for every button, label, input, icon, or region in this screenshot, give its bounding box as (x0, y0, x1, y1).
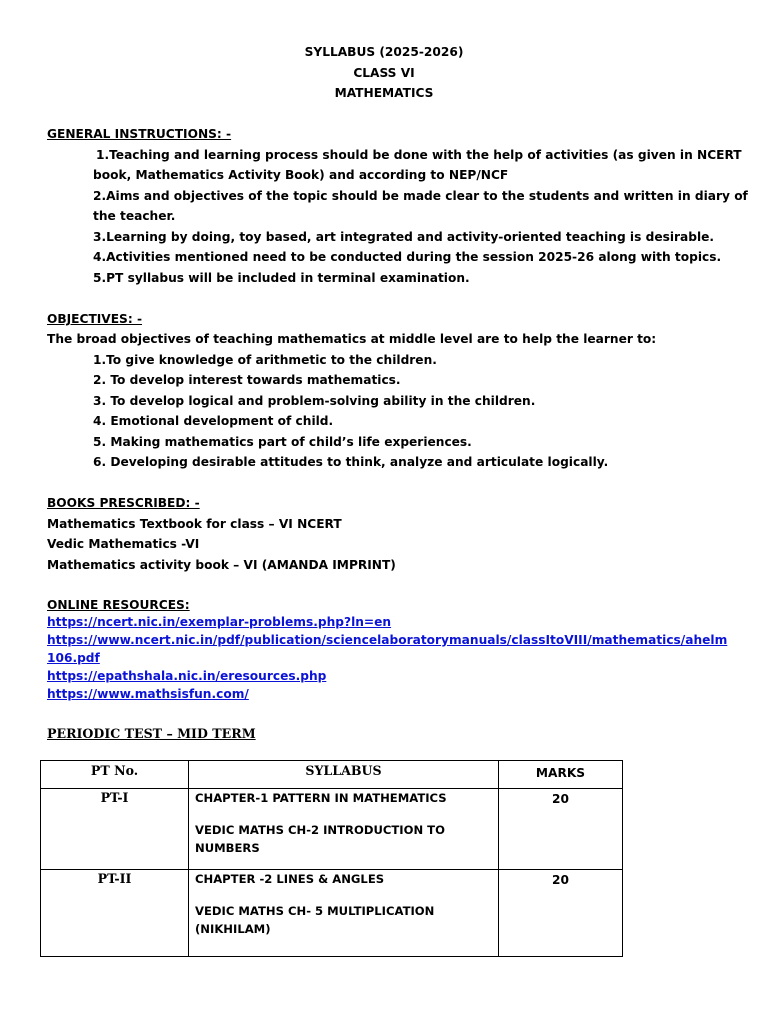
objective-2: 2. To develop interest towards mathematics. (93, 373, 401, 387)
instruction-5: 5.PT syllabus will be included in terminal examination. (93, 271, 470, 285)
syllabus-chapter: CHAPTER-1 PATTERN IN MATHEMATICS (195, 791, 447, 805)
book-1: Mathematics Textbook for class – VI NCERT (47, 517, 342, 531)
header-marks: MARKS (499, 761, 623, 789)
resource-link-ncert-exemplar[interactable]: https://ncert.nic.in/exemplar-problems.php?ln=en (47, 615, 392, 629)
objective-5: 5. Making mathematics part of child’s life experiences. (93, 435, 472, 449)
objective-1: 1.To give knowledge of arithmetic to the children. (93, 353, 437, 367)
header-syllabus: SYLLABUS (189, 761, 499, 789)
instruction-1-line-1: 1.Teaching and learning process should be done with the help of activities (as given in NCERT (96, 148, 742, 162)
instruction-2-line-2: the teacher. (93, 209, 176, 223)
periodic-test-heading: PERIODIC TEST – MID TERM (47, 726, 256, 741)
marks-cell: 20 (499, 870, 623, 957)
objectives-intro: The broad objectives of teaching mathematics at middle level are to help the learner to: (47, 332, 657, 346)
syllabus-cell (189, 789, 499, 870)
books-heading: BOOKS PRESCRIBED: - (47, 496, 200, 510)
general-instructions-heading: GENERAL INSTRUCTIONS: - (47, 127, 232, 141)
pt-no-cell: PT-II (41, 870, 189, 957)
instruction-1-line-2: book, Mathematics Activity Book) and according to NEP/NCF (93, 168, 509, 182)
objective-4: 4. Emotional development of child. (93, 414, 334, 428)
instruction-4: 4.Activities mentioned need to be conducted during the session 2025-26 along with topics. (93, 250, 722, 264)
resource-link-epathshala[interactable]: https://epathshala.nic.in/eresources.php (47, 669, 327, 683)
objective-3: 3. To develop logical and problem-solving ability in the children. (93, 394, 536, 408)
instruction-2-line-1: 2.Aims and objectives of the topic should be made clear to the students and written in diary of (93, 189, 748, 203)
resource-link-ncert-lab-manual-cont[interactable]: 106.pdf (47, 651, 100, 665)
class-label: CLASS VI (353, 66, 415, 80)
table-header-row (41, 761, 623, 789)
syllabus-chapter: CHAPTER -2 LINES & ANGLES (195, 872, 385, 886)
syllabus-vedic-line-2: NUMBERS (195, 841, 260, 855)
syllabus-vedic-line-1: VEDIC MATHS CH-2 INTRODUCTION TO (195, 823, 445, 837)
table-row (41, 870, 623, 957)
doc-title: SYLLABUS (2025-2026) (304, 45, 464, 59)
objectives-heading: OBJECTIVES: - (47, 312, 143, 326)
syllabus-vedic-line-2: (NIKHILAM) (195, 922, 271, 936)
syllabus-cell (189, 870, 499, 957)
objective-6: 6. Developing desirable attitudes to think, analyze and articulate logically. (93, 455, 609, 469)
subject-label: MATHEMATICS (334, 86, 434, 100)
periodic-test-table (40, 760, 623, 957)
book-2: Vedic Mathematics -VI (47, 537, 200, 551)
pt-no-cell: PT-I (41, 789, 189, 870)
resource-link-mathsisfun[interactable]: https://www.mathsisfun.com/ (47, 687, 249, 701)
table-row (41, 789, 623, 870)
header-pt-no: PT No. (41, 761, 189, 789)
syllabus-vedic-line-1: VEDIC MATHS CH- 5 MULTIPLICATION (195, 904, 435, 918)
marks-cell: 20 (499, 789, 623, 870)
instruction-3: 3.Learning by doing, toy based, art integrated and activity-oriented teaching is desirable. (93, 230, 715, 244)
resource-link-ncert-lab-manual[interactable]: https://www.ncert.nic.in/pdf/publication/sciencelaboratorymanuals/classItoVIII/mathematics/ahelm (47, 633, 728, 647)
book-3: Mathematics activity book – VI (AMANDA IMPRINT) (47, 558, 396, 572)
online-resources-heading: ONLINE RESOURCES: (47, 598, 190, 612)
